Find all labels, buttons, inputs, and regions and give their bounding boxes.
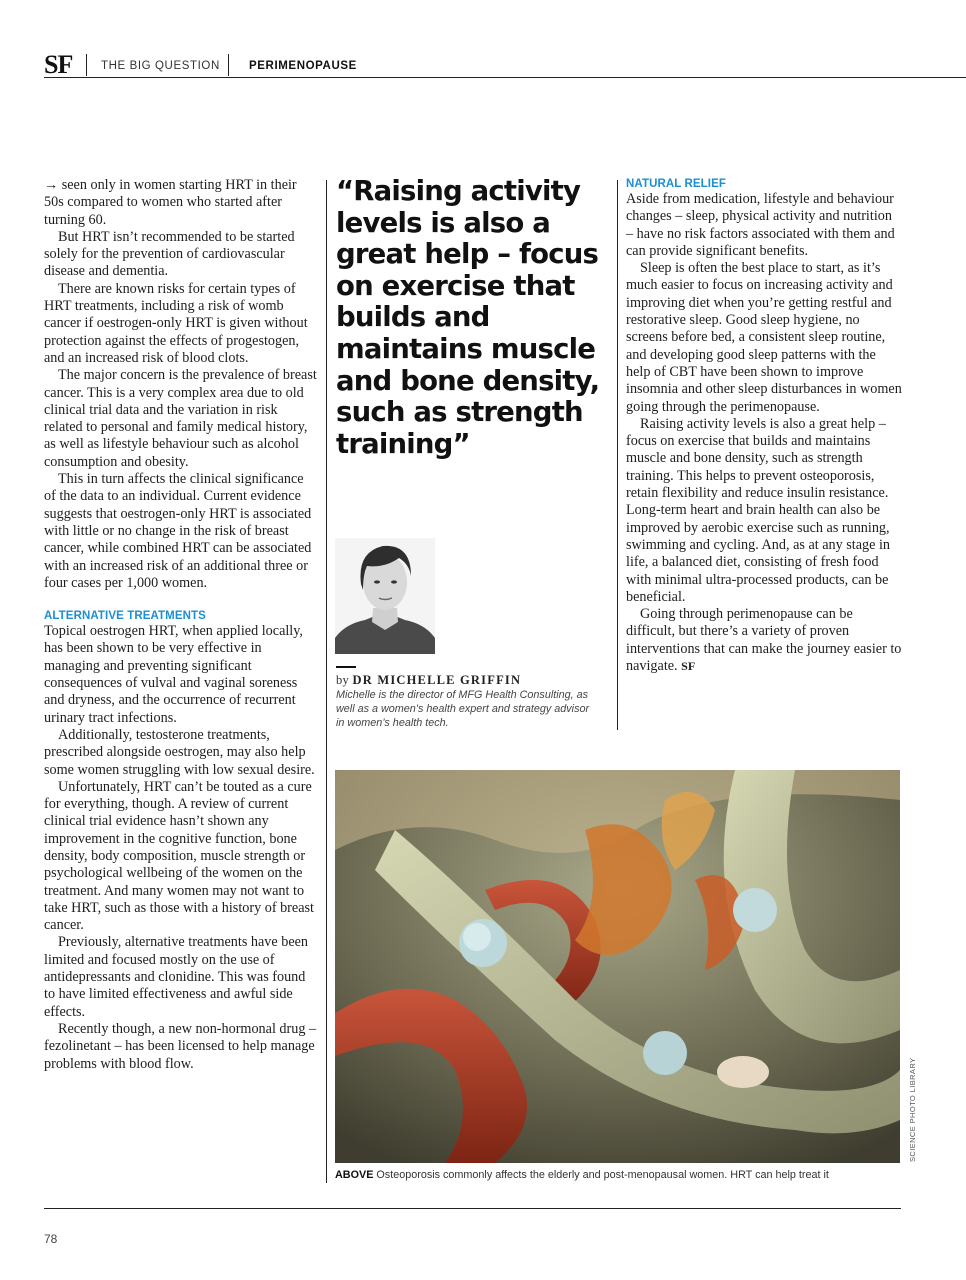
image-caption: ABOVE Osteoporosis commonly affects the elderly and post-menopausal women. HRT can help treat it	[335, 1169, 829, 1181]
paragraph: Going through perimenopause can be difficult, but there’s a variety of proven interventions that can make the journey easier to navigate. SF	[626, 606, 902, 675]
article-column-left	[44, 177, 318, 1073]
header-divider	[86, 54, 87, 76]
paragraph: Topical oestrogen HRT, when applied locally, has been shown to be very effective in managing and preventing significant consequences of vulval and vaginal soreness and dryness, and the occurrence of recurrent urinary tract infections.	[44, 623, 303, 726]
paragraph: Sleep is often the best place to start, as it’s much easier to focus on increasing activity and improving diet when you’re getting restful and restorative sleep. Good sleep hygiene, no screens before bed, a consistent sleep routine, and developing good sleep patterns with the help of CBT have been shown to improve insomnia and other sleep disturbances in women going through the perimenopause.	[626, 260, 902, 415]
paragraph: There are known risks for certain types of HRT treatments, including a risk of womb cancer if oestrogen-only HRT is given without protection against the effects of progestogen, and an increased risk of blood clots.	[44, 280, 308, 366]
article-image	[335, 770, 900, 1163]
caption-label: ABOVE	[335, 1169, 374, 1181]
paragraph: But HRT isn’t recommended to be started solely for the prevention of cardiovascular disease and dementia.	[44, 228, 295, 280]
paragraph: Previously, alternative treatments have been limited and focused mostly on the use of antidepressants and clonidine. This was found to have limited effectiveness and awful side effects.	[44, 934, 309, 1020]
subheading-natural-relief: NATURAL RELIEF	[626, 178, 726, 190]
paragraph: Aside from medication, lifestyle and behaviour changes – sleep, physical activity and nutrition – have no risk factors associated with them and can provide significant benefits.	[626, 191, 895, 259]
paragraph: Recently though, a new non-hormonal drug – fezolinetant – has been licensed to help manage problems with blood flow.	[44, 1020, 317, 1072]
topic-label: PERIMENOPAUSE	[249, 60, 357, 72]
section-label: THE BIG QUESTION	[101, 60, 220, 72]
author-portrait	[335, 538, 435, 654]
footer-rule	[44, 1208, 901, 1209]
paragraph: → seen only in women starting HRT in their 50s compared to women who started after turning 60.	[44, 177, 297, 228]
column-divider	[617, 180, 618, 730]
end-mark: SF	[681, 659, 696, 674]
column-divider	[326, 180, 327, 1183]
continue-arrow-icon: →	[44, 177, 59, 193]
paragraph: The major concern is the prevalence of breast cancer. This is a very complex area due to old clinical trial data and the variation in risk related to personal and family medical history, as well as lifestyle behaviour such as alcohol consumption and obesity.	[44, 367, 317, 470]
byline-rule	[336, 666, 356, 668]
paragraph: This in turn affects the clinical significance of the data to an individual. Current evidence suggests that oestrogen-only HRT is associated with little or no change in the risk of breast cancer, while combined HRT can be associated with an increased risk of an additional three or four cases per 1,000 women.	[44, 471, 312, 591]
page-number: 78	[44, 1232, 58, 1246]
page-header	[44, 50, 966, 78]
header-divider	[228, 54, 229, 76]
author-name: DR MICHELLE GRIFFIN	[352, 673, 522, 687]
bone-tissue-illustration	[335, 770, 900, 1163]
article-column-right	[626, 177, 902, 675]
author-byline: by DR MICHELLE GRIFFIN	[336, 673, 522, 687]
photo-credit: SCIENCE PHOTO LIBRARY	[908, 1057, 917, 1162]
pull-quote: “Raising activity levels is also a great help – focus on exercise that builds and maintains muscle and bone density, such as strength training”	[336, 175, 600, 460]
paragraph: Raising activity levels is also a great help – focus on exercise that builds and maintains muscle and bone density, such as strength training. This helps to prevent osteoporosis, retain flexibility and reduce insulin resistance. Long-term heart and brain health can also be improved by aerobic exercise such as running, swimming and cycling. And, as at any stage in life, a balanced diet, consisting of fresh food with minimal ultra-processed products, can be beneficial.	[626, 415, 890, 605]
magazine-logo: SF	[44, 50, 73, 79]
author-bio: Michelle is the director of MFG Health Consulting, as well as a women’s health expert and strategy advisor in women’s health tech.	[336, 689, 590, 730]
paragraph: Additionally, testosterone treatments, prescribed alongside oestrogen, may also help some women struggling with low sexual desire.	[44, 726, 315, 778]
paragraph: Unfortunately, HRT can’t be touted as a cure for everything, though. A review of current clinical trial evidence hasn’t shown any improvement in the cognitive function, bone density, body composition, muscle strength or psychological wellbeing of the women on the treatment. And many women may not want to take HRT, such as those with a history of breast cancer.	[44, 778, 314, 934]
subheading-alternative-treatments: ALTERNATIVE TREATMENTS	[44, 610, 206, 623]
portrait-illustration	[335, 538, 435, 654]
